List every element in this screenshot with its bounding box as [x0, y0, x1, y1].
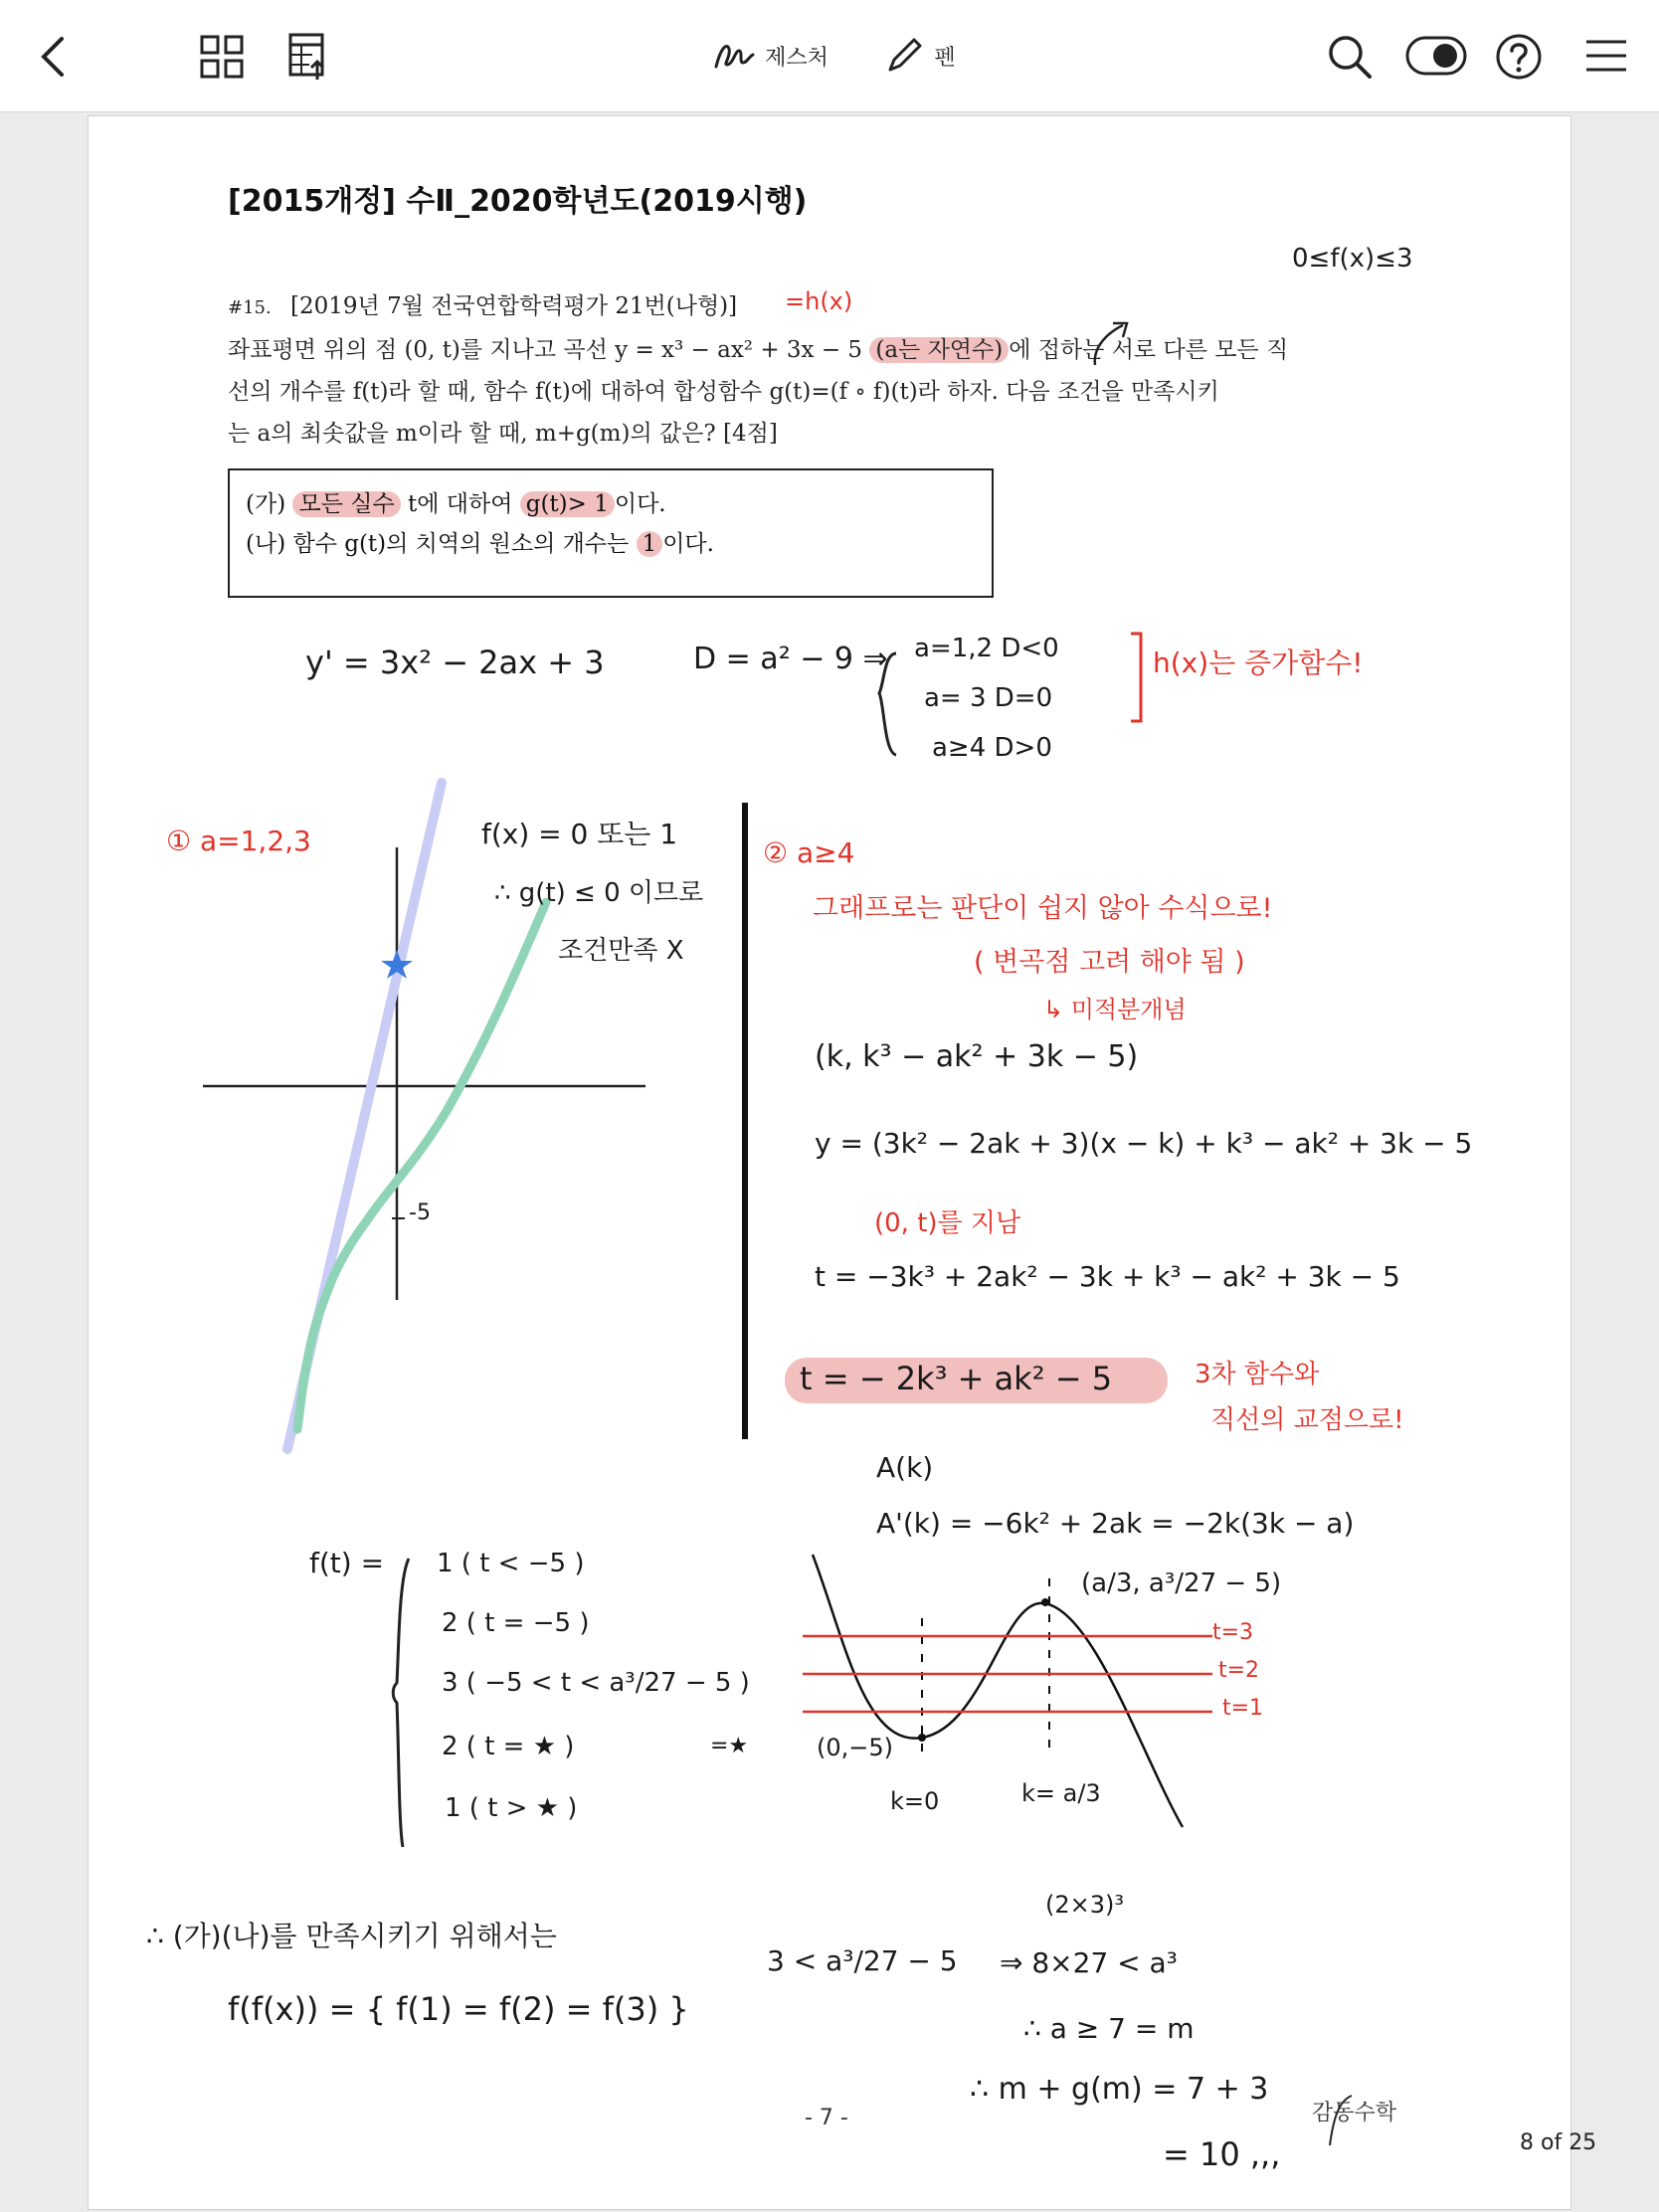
brand-label: 감동수학 [1312, 2101, 1397, 2125]
gesture-button[interactable] [706, 34, 835, 78]
hamburger-menu-icon [1584, 38, 1628, 74]
table-export-icon [287, 32, 327, 82]
note-ff: f(f(x)) = { f(1) = f(2) = f(3) } [228, 1990, 689, 2028]
problem-number: #15. [228, 297, 272, 318]
help-button[interactable] [1494, 32, 1544, 82]
note-star-eq: =★ [710, 1734, 749, 1758]
pen-label: 펜 [934, 45, 956, 71]
search-icon [1326, 33, 1374, 81]
pen-button[interactable] [875, 34, 965, 78]
note-f-row-2: 2 ( t = −5 ) [442, 1608, 590, 1638]
note-through-point: (0, t)를 지남 [874, 1208, 1021, 1238]
note-cubic-2: 직선의 교점으로! [1210, 1405, 1404, 1435]
note-derivative: y' = 3x² − 2ax + 3 [305, 644, 605, 681]
note-case-1: a=1,2 D<0 [914, 634, 1059, 663]
note-t3: t=3 [1212, 1620, 1254, 1645]
note-hx: =h(x) [785, 287, 853, 315]
note-t1: t=1 [1222, 1696, 1264, 1721]
note-g-le-0: ∴ g(t) ≤ 0 이므로 [494, 878, 704, 908]
back-button[interactable] [28, 32, 78, 82]
note-f-range: 0≤f(x)≤3 [1292, 244, 1413, 274]
problem-line-1: 좌표평면 위의 점 (0, t)를 지나고 곡선 y = x³ − ax² + 3x − 5 (a는 자연수) 에 접하는 서로 다른 모든 직 [228, 337, 1289, 363]
note-case-b: ② a≥4 [763, 836, 855, 869]
note-graph-hard: 그래프로는 판단이 쉽지 않아 수식으로! [813, 893, 1273, 924]
note-case-2: a= 3 D=0 [924, 683, 1053, 713]
note-conclusion: ∴ (가)(나)를 만족시키기 위해서는 [146, 1920, 557, 1952]
note-a-ge-7: ∴ a ≥ 7 = m [1023, 2012, 1195, 2045]
note-t2: t=2 [1218, 1658, 1260, 1683]
gesture-icon [713, 39, 755, 73]
note-inequality: 3 < a³/27 − 5 [767, 1944, 958, 1977]
chevron-left-icon [38, 35, 68, 79]
note-f-row-1: 1 ( t < −5 ) [437, 1549, 585, 1578]
grid-icon [200, 35, 244, 79]
note-Ak-prime: A'(k) = −6k² + 2ak = −2k(3k − a) [876, 1507, 1355, 1540]
note-2x3: (2×3)³ [1045, 1891, 1124, 1919]
menu-button[interactable] [1581, 34, 1631, 78]
help-icon [1495, 33, 1543, 81]
note-f-def: f(t) = [309, 1547, 385, 1579]
note-f-row-3: 3 ( −5 < t < a³/27 − 5 ) [442, 1668, 750, 1698]
problem-line-2: 선의 개수를 f(t)라 할 때, 함수 f(t)에 대하여 합성함수 g(t)=(f ∘ f)(t)라 하자. 다음 조건을 만족시키 [228, 379, 1219, 405]
document-header: [2015개정] 수Ⅱ_2020학년도(2019시행) [228, 184, 808, 219]
document-page[interactable] [88, 115, 1571, 2210]
note-case-3: a≥4 D>0 [932, 733, 1052, 763]
top-toolbar [0, 0, 1659, 112]
note-cubic: 3차 함수와 [1195, 1360, 1320, 1389]
note-not-satisfied: 조건만족 X [558, 936, 684, 966]
note-t-expression: t = −3k³ + 2ak² − 3k + k³ − ak² + 3k − 5 [815, 1260, 1400, 1293]
note-f-row-4: 2 ( t = ★ ) [442, 1732, 575, 1761]
condition-a: (가) 모든 실수 t에 대하여 g(t)> 1 이다. [246, 491, 666, 517]
page-count: 8 of 25 [1520, 2130, 1597, 2155]
note-fx-01: f(x) = 0 또는 1 [481, 818, 678, 850]
problem-line-3: 는 a의 최솟값을 m이라 할 때, m+g(m)의 값은? [4점] [228, 421, 778, 447]
display-toggle[interactable] [1404, 34, 1468, 78]
thumbnails-button[interactable] [197, 32, 247, 82]
note-sum: ∴ m + g(m) = 7 + 3 [970, 2072, 1269, 2107]
note-inequality-2: ⇒ 8×27 < a³ [1000, 1946, 1178, 1979]
note-answer: = 10 ,,, [1163, 2135, 1281, 2173]
note-k-a3: k= a/3 [1021, 1779, 1101, 1807]
note-max-point: (a/3, a³/27 − 5) [1081, 1568, 1282, 1598]
search-button[interactable] [1323, 30, 1377, 84]
condition-b: (나) 함수 g(t)의 치역의 원소의 개수는 1 이다. [246, 531, 714, 557]
note-inflection: ( 변곡점 고려 해야 됨 ) [974, 947, 1245, 978]
note-k0: k=0 [890, 1787, 940, 1815]
note-calculus: ↳ 미적분개념 [1043, 996, 1187, 1023]
note-f-row-5: 1 ( t > ★ ) [445, 1793, 578, 1823]
note-tangent-line: y = (3k² − 2ak + 3)(x − k) + k³ − ak² + 3k − 5 [815, 1127, 1473, 1160]
export-button[interactable] [282, 30, 332, 84]
note-increasing: h(x)는 증가함수! [1153, 646, 1364, 679]
pen-icon [884, 36, 924, 76]
note-t-final: t = − 2k³ + ak² − 5 [800, 1360, 1113, 1397]
note-discriminant: D = a² − 9 ⇒ [693, 642, 888, 676]
highlight-natural-number: (a는 자연수) [869, 337, 1009, 363]
toggle-icon [1405, 36, 1467, 76]
page-number: - 7 - [805, 2106, 848, 2130]
note-Ak: A(k) [876, 1451, 934, 1484]
note-minus5-left: -5 [409, 1200, 431, 1225]
note-case-a: ① a=1,2,3 [166, 825, 311, 857]
note-point: (k, k³ − ak² + 3k − 5) [815, 1039, 1139, 1074]
gesture-label: 제스처 [765, 45, 829, 71]
problem-source: [2019년 7월 전국연합학력평가 21번(나형)] [290, 293, 738, 319]
handwriting-strokes [89, 116, 1570, 2209]
note-min-point: (0,−5) [817, 1734, 894, 1761]
